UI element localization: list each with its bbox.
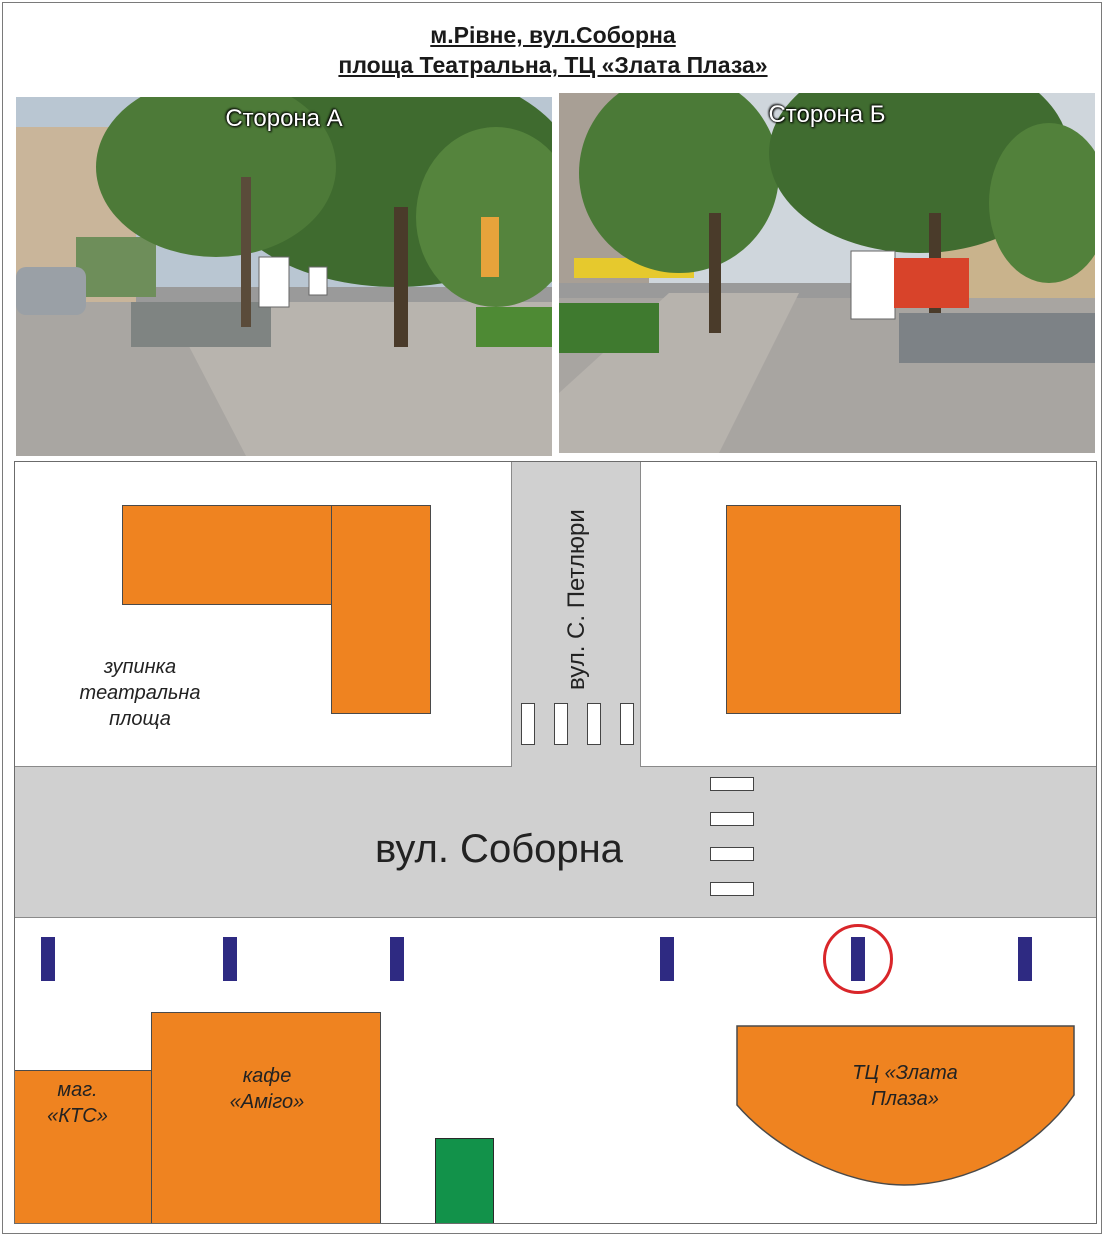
crosswalk-stripe (620, 703, 634, 745)
billboard-marker (41, 937, 55, 981)
crosswalk-stripe (710, 882, 754, 896)
bus-stop-label: зупинка театральна площа (79, 656, 201, 730)
photo-side-b (559, 93, 1095, 453)
billboard-marker (1018, 937, 1032, 981)
side-street-label: вул. С. Петлюри (563, 509, 590, 690)
building-top-left-wing (122, 505, 332, 605)
building-top-right (726, 505, 901, 714)
title-line-2: площа Театральна, ТЦ «Злата Плаза» (338, 52, 768, 78)
building-cafe-amigo (151, 1012, 381, 1224)
photo-side-a (16, 97, 552, 456)
crosswalk-stripe (710, 847, 754, 861)
selected-billboard-ring (823, 924, 893, 994)
cafe-amigo-label-2: «Аміго» (229, 1091, 305, 1113)
crosswalk-stripe (710, 777, 754, 791)
billboard-marker (223, 937, 237, 981)
building-shop-kts (14, 1070, 153, 1224)
crosswalk-stripe (710, 812, 754, 826)
billboard-marker (660, 937, 674, 981)
main-street-label: вул. Соборна (375, 827, 623, 871)
photo-side-a-label: Сторона А (225, 105, 343, 132)
billboard-marker (390, 937, 404, 981)
crosswalk-stripe (521, 703, 535, 745)
crosswalk-stripe (587, 703, 601, 745)
mall-label: ТЦ «Злата Плаза» (852, 1062, 958, 1110)
photo-side-b-label: Сторона Б (768, 101, 886, 128)
location-map (14, 461, 1097, 1224)
title-line-1: м.Рівне, вул.Соборна (430, 22, 676, 48)
shop-kts-label-1: маг. (57, 1079, 98, 1101)
cafe-amigo-label-1: кафе (242, 1065, 292, 1087)
crosswalk-stripe (554, 703, 568, 745)
building-top-left-tower (331, 505, 431, 714)
shop-kts-label-2: «КТС» (47, 1105, 108, 1127)
green-kiosk (435, 1138, 494, 1224)
